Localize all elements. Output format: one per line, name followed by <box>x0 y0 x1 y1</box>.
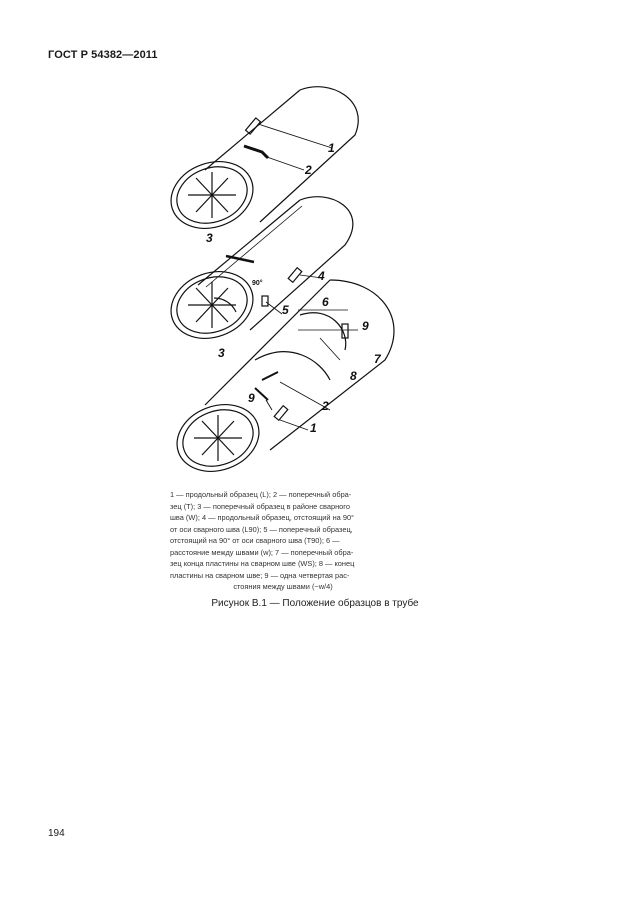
callout-9-right: 9 <box>362 319 369 333</box>
callout-3-middle: 3 <box>206 231 213 245</box>
bottom-pipe <box>168 280 394 482</box>
legend-line: зец конца пластины на сварном шве (WS); 8 — конец <box>170 559 355 568</box>
callout-8: 8 <box>350 369 357 383</box>
legend-line: от оси сварного шва (L90); 5 — поперечный образец, <box>170 524 353 534</box>
callout-1-top: 1 <box>328 141 335 155</box>
callout-2-top: 2 <box>305 163 312 177</box>
page-number: 194 <box>48 828 65 839</box>
callout-9-left: 9 <box>248 391 255 405</box>
callout-3-bottom: 3 <box>218 346 225 360</box>
figure-legend <box>170 489 396 593</box>
legend-line: отстоящий на 90° от оси сварного шва (T90); 6 — <box>170 536 340 545</box>
legend-line: зец (T); 3 — поперечный образец в районе сварного <box>170 501 350 511</box>
legend-line: расстояние между швами (w); 7 — поперечный обра- <box>170 547 354 557</box>
callout-1-bottom: 1 <box>310 421 317 435</box>
legend-line: шва (W); 4 — продольный образец, отстоящий на 90° <box>170 513 355 522</box>
callout-2-bottom: 2 <box>322 399 329 413</box>
callout-5-middle: 5 <box>282 303 289 317</box>
figure-title: Рисунок В.1 — Положение образцов в трубе <box>211 598 419 609</box>
top-pipe <box>162 87 359 240</box>
document-header: ГОСТ Р 54382—2011 <box>48 49 158 61</box>
legend-line: 1 — продольный образец (L); 2 — поперечный обра- <box>170 490 352 499</box>
legend-line: пластины на сварном шве; 9 — одна четвертая рас- <box>170 570 350 580</box>
angle-label: 90° <box>252 280 263 287</box>
legend-line: стояния между швами (~w/4) <box>233 582 333 591</box>
callout-7: 7 <box>374 352 381 366</box>
callout-6: 6 <box>322 295 329 309</box>
callout-4-middle: 4 <box>318 269 325 283</box>
